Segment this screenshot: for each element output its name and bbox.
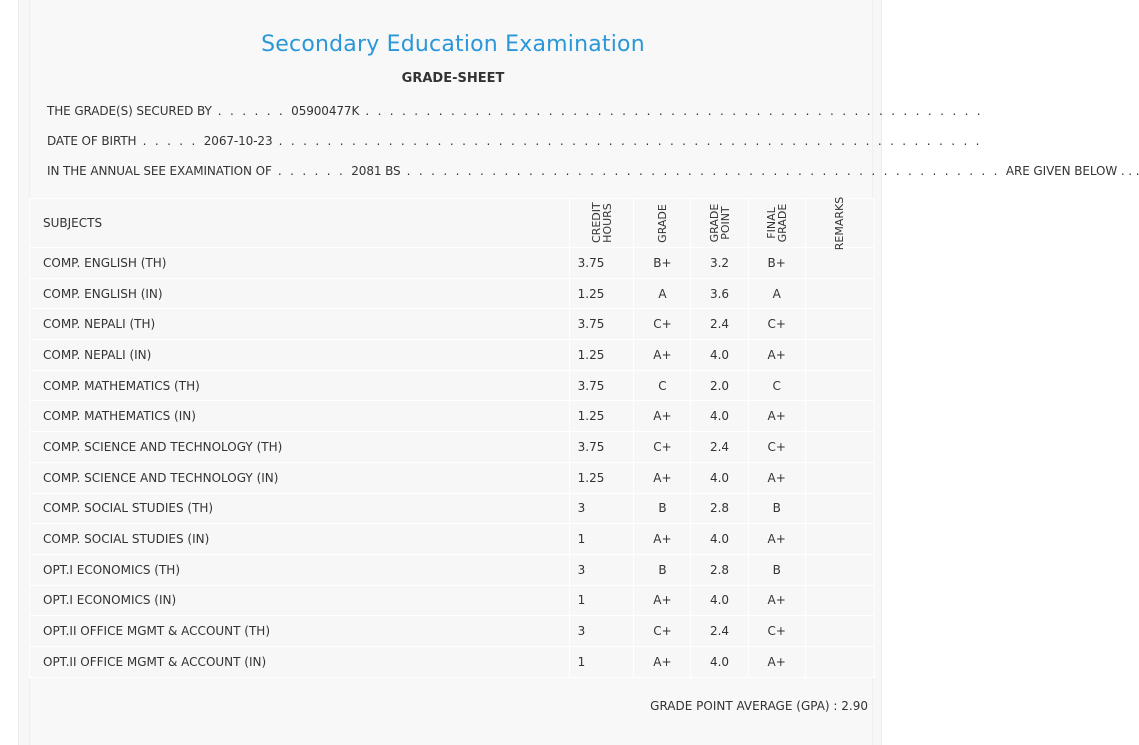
credit-hours-cell: 3.75 <box>569 432 634 463</box>
given-below-text: ARE GIVEN BELOW . . . <box>1005 164 1139 178</box>
grade-point-cell: 4.0 <box>691 462 748 493</box>
grade-point-cell: 4.0 <box>691 585 748 616</box>
dob-value: 2067-10-23 <box>203 134 273 148</box>
symbol-number: 05900477K <box>291 104 360 118</box>
credit-hours-cell: 3.75 <box>569 309 634 340</box>
remarks-cell <box>805 278 874 309</box>
table-row <box>30 340 875 371</box>
credit-hours-label: CREDIT HOURS <box>589 201 614 243</box>
leader-dots: . . . . . . . . . . . . . . . . . . . . . . . . . . . . . . . . . . . . . . . . . . . . . . . . . . . . . . . . . . <box>272 134 982 148</box>
dob-label: DATE OF BIRTH <box>47 134 137 148</box>
leader-dots: . . . . . . . . . . . . . . . . . . . . . . . . . . . . . . . . . . . . . . . . . . . . . . . . . . . <box>359 104 983 118</box>
grade-point-cell: 4.0 <box>691 401 748 432</box>
subject-cell: COMP. SOCIAL STUDIES (TH) <box>30 493 570 524</box>
grade-cell: A+ <box>634 340 691 371</box>
leader-dots: . . . . . . . . . . . . . . . . . . . . . . . . . . . . . . . . . . . . . . . . . . . . . . . . . <box>400 164 1006 178</box>
exam-year: 2081 BS <box>351 164 401 178</box>
header-remarks <box>805 196 874 251</box>
remarks-cell <box>805 370 874 401</box>
table-row <box>30 646 875 677</box>
table-row <box>30 432 875 463</box>
table-row <box>30 248 875 279</box>
remarks-cell <box>805 493 874 524</box>
table-row <box>30 585 875 616</box>
final-grade-cell: C+ <box>748 616 805 647</box>
grade-cell: A+ <box>634 646 691 677</box>
grade-point-cell: 3.6 <box>691 278 748 309</box>
subject-cell: COMP. NEPALI (IN) <box>30 340 570 371</box>
header-credit-hours <box>569 199 634 248</box>
credit-hours-cell: 1 <box>569 646 634 677</box>
grade-cell: A <box>634 278 691 309</box>
table-row <box>30 309 875 340</box>
grade-point-cell: 2.0 <box>691 370 748 401</box>
grade-point-cell: 2.4 <box>691 309 748 340</box>
final-grade-cell: C <box>748 370 805 401</box>
secured-by-line <box>47 104 983 118</box>
credit-hours-cell: 3 <box>569 493 634 524</box>
table-row <box>30 524 875 555</box>
grade-point-cell: 4.0 <box>691 524 748 555</box>
dob-line <box>47 134 982 148</box>
remarks-cell <box>805 309 874 340</box>
remarks-cell <box>805 462 874 493</box>
grade-point-cell: 2.8 <box>691 493 748 524</box>
exam-title: Secondary Education Examination <box>261 32 645 57</box>
grade-point-cell: 3.2 <box>691 248 748 279</box>
credit-hours-cell: 3 <box>569 616 634 647</box>
grade-point-cell: 2.4 <box>691 432 748 463</box>
grade-point-cell: 4.0 <box>691 646 748 677</box>
grade-cell: B <box>634 493 691 524</box>
header-subjects: SUBJECTS <box>30 199 570 248</box>
grades-table-body <box>30 248 875 678</box>
credit-hours-cell: 3.75 <box>569 370 634 401</box>
subject-cell: COMP. SCIENCE AND TECHNOLOGY (IN) <box>30 462 570 493</box>
grade-point-label: GRADE POINT <box>707 203 732 242</box>
subject-cell: COMP. ENGLISH (IN) <box>30 278 570 309</box>
grade-cell: A+ <box>634 524 691 555</box>
table-row <box>30 554 875 585</box>
grade-cell: B+ <box>634 248 691 279</box>
credit-hours-cell: 3 <box>569 554 634 585</box>
credit-hours-cell: 1.25 <box>569 278 634 309</box>
remarks-cell <box>805 432 874 463</box>
subject-cell: OPT.II OFFICE MGMT & ACCOUNT (IN) <box>30 646 570 677</box>
remarks-cell <box>805 248 874 279</box>
subject-cell: COMP. SCIENCE AND TECHNOLOGY (TH) <box>30 432 570 463</box>
subject-cell: COMP. NEPALI (TH) <box>30 309 570 340</box>
grade-point-cell: 2.8 <box>691 554 748 585</box>
secured-by-label: THE GRADE(S) SECURED BY <box>47 104 212 118</box>
credit-hours-cell: 1.25 <box>569 340 634 371</box>
credit-hours-cell: 3.75 <box>569 248 634 279</box>
gpa-summary <box>650 699 868 713</box>
credit-hours-cell: 1 <box>569 585 634 616</box>
grade-cell: B <box>634 554 691 585</box>
header-final-grade <box>748 199 805 248</box>
final-grade-cell: A+ <box>748 340 805 371</box>
table-row <box>30 462 875 493</box>
subject-cell: OPT.I ECONOMICS (IN) <box>30 585 570 616</box>
final-grade-cell: C+ <box>748 432 805 463</box>
subject-cell: COMP. ENGLISH (TH) <box>30 248 570 279</box>
grade-cell: A+ <box>634 401 691 432</box>
remarks-cell <box>805 340 874 371</box>
remarks-cell <box>805 524 874 555</box>
grade-cell: C+ <box>634 616 691 647</box>
table-row <box>30 616 875 647</box>
remarks-cell <box>805 554 874 585</box>
final-grade-cell: A <box>748 278 805 309</box>
credit-hours-cell: 1 <box>569 524 634 555</box>
remarks-cell <box>805 646 874 677</box>
gpa-label: GRADE POINT AVERAGE (GPA) : <box>650 699 838 713</box>
subject-cell: OPT.I ECONOMICS (TH) <box>30 554 570 585</box>
grade-cell: C <box>634 370 691 401</box>
subject-cell: COMP. MATHEMATICS (TH) <box>30 370 570 401</box>
final-grade-cell: A+ <box>748 524 805 555</box>
final-grade-cell: B+ <box>748 248 805 279</box>
leader-dots: . . . . . . <box>271 164 352 178</box>
table-row <box>30 278 875 309</box>
final-grade-cell: A+ <box>748 462 805 493</box>
grade-cell: C+ <box>634 309 691 340</box>
leader-dots: . . . . . . <box>211 104 292 118</box>
grade-cell: A+ <box>634 462 691 493</box>
remarks-cell <box>805 616 874 647</box>
final-grade-cell: A+ <box>748 646 805 677</box>
grade-point-cell: 2.4 <box>691 616 748 647</box>
credit-hours-cell: 1.25 <box>569 462 634 493</box>
remarks-cell <box>805 401 874 432</box>
final-grade-label: FINAL GRADE <box>764 203 789 242</box>
subject-cell: COMP. SOCIAL STUDIES (IN) <box>30 524 570 555</box>
subject-cell: OPT.II OFFICE MGMT & ACCOUNT (TH) <box>30 616 570 647</box>
final-grade-cell: C+ <box>748 309 805 340</box>
table-row <box>30 370 875 401</box>
table-row <box>30 401 875 432</box>
final-grade-cell: A+ <box>748 585 805 616</box>
header-grade-point <box>691 199 748 248</box>
grade-cell: A+ <box>634 585 691 616</box>
remarks-label: REMARKS <box>833 196 847 251</box>
final-grade-cell: B <box>748 554 805 585</box>
grade-sheet-heading: GRADE-SHEET <box>401 71 505 86</box>
table-header-row <box>30 199 875 248</box>
grade-point-cell: 4.0 <box>691 340 748 371</box>
final-grade-cell: B <box>748 493 805 524</box>
grade-label: GRADE <box>655 204 669 243</box>
gpa-value: 2.90 <box>841 699 868 713</box>
remarks-cell <box>805 585 874 616</box>
table-row <box>30 493 875 524</box>
header-grade <box>634 199 691 248</box>
credit-hours-cell: 1.25 <box>569 401 634 432</box>
subject-cell: COMP. MATHEMATICS (IN) <box>30 401 570 432</box>
exam-year-line <box>47 164 1139 178</box>
grades-table <box>29 198 875 678</box>
final-grade-cell: A+ <box>748 401 805 432</box>
grade-cell: C+ <box>634 432 691 463</box>
leader-dots: . . . . . <box>136 134 204 148</box>
exam-label: IN THE ANNUAL SEE EXAMINATION OF <box>47 164 272 178</box>
